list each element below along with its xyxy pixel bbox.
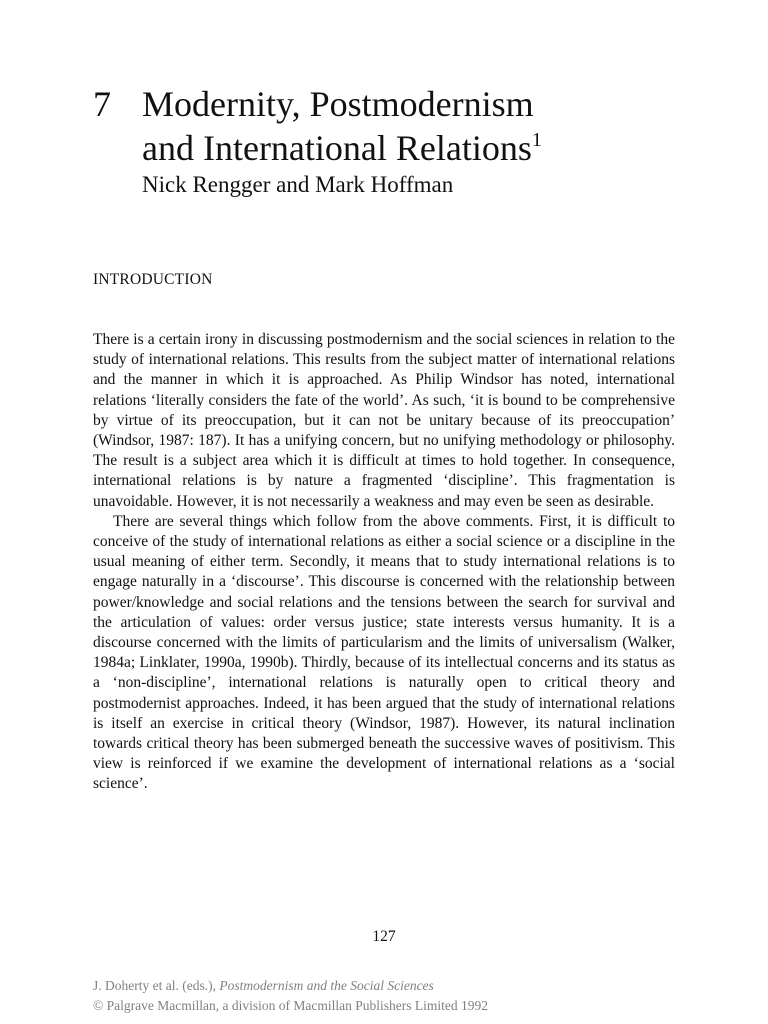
paragraph-1: There is a certain irony in discussing postmodernism and the social sciences in relation to the study of international relations. This results from the subject matter of international relations and the manner in which it is approached. As Philip Windsor has noted, international relations ‘literally considers the fate of the world’. As such, ‘it is bound to be comprehensive by virtue of its preoccupation, but it can not be unitary because of its preoccupation’ (Windsor, 1987: 187). It has a unifying concern, but no unifying methodology or philosophy. The result is a subject area which it is difficult at times to hold together. In consequence, international relations is by nature a fragmented ‘discipline’. This fragmentation is unavoidable. However, it is not necessarily a weakness and may even be seen as desirable. xyxy=(93,331,675,510)
citation-line xyxy=(93,976,488,996)
chapter-authors: Nick Rengger and Mark Hoffman xyxy=(142,172,454,197)
citation-book-title: Postmodernism and the Social Sciences xyxy=(219,978,434,993)
footnote-mark[interactable]: 1 xyxy=(531,129,542,151)
section-heading: INTRODUCTION xyxy=(93,271,213,288)
citation-editors: J. Doherty et al. (eds.), xyxy=(93,978,220,993)
chapter-title-line-2-text: and International Relations xyxy=(142,128,532,168)
copyright-line: © Palgrave Macmillan, a division of Macmillan Publishers Limited 1992 xyxy=(93,998,488,1013)
page-number: 127 xyxy=(372,928,396,945)
chapter-title-line-1: Modernity, Postmodernism xyxy=(142,84,534,124)
chapter-title-line-2 xyxy=(142,126,542,170)
paragraph-2: There are several things which follow from the above comments. First, it is difficult to conceive of the study of international relations as either a social science or a discipline in the usual meaning of either term. Secondly, it means that to study international relations is to engage naturally in a ‘discourse’. This discourse is concerned with the relationship between power/knowledge and social relations and the tensions between the search for survival and the articulation of values: order versus justice; state interests versus humanity. It is a discourse concerned with the limits of particularism and the limits of universalism (Walker, 1984a; Linklater, 1990a, 1990b). Thirdly, because of its intellectual concerns and its status as a ‘non-discipline’, international relations is naturally open to critical theory and postmodernist approaches. Indeed, it has been argued that the study of international relations is itself an exercise in critical theory (Windsor, 1987). However, its natural inclination towards critical theory has been submerged beneath the successive waves of positivism. This view is reinforced if we examine the development of international relations as a ‘social science’. xyxy=(93,512,675,793)
citation-footer xyxy=(93,976,488,1016)
chapter-number: 7 xyxy=(93,84,111,124)
body-text xyxy=(93,330,675,795)
chapter-title xyxy=(142,82,542,170)
